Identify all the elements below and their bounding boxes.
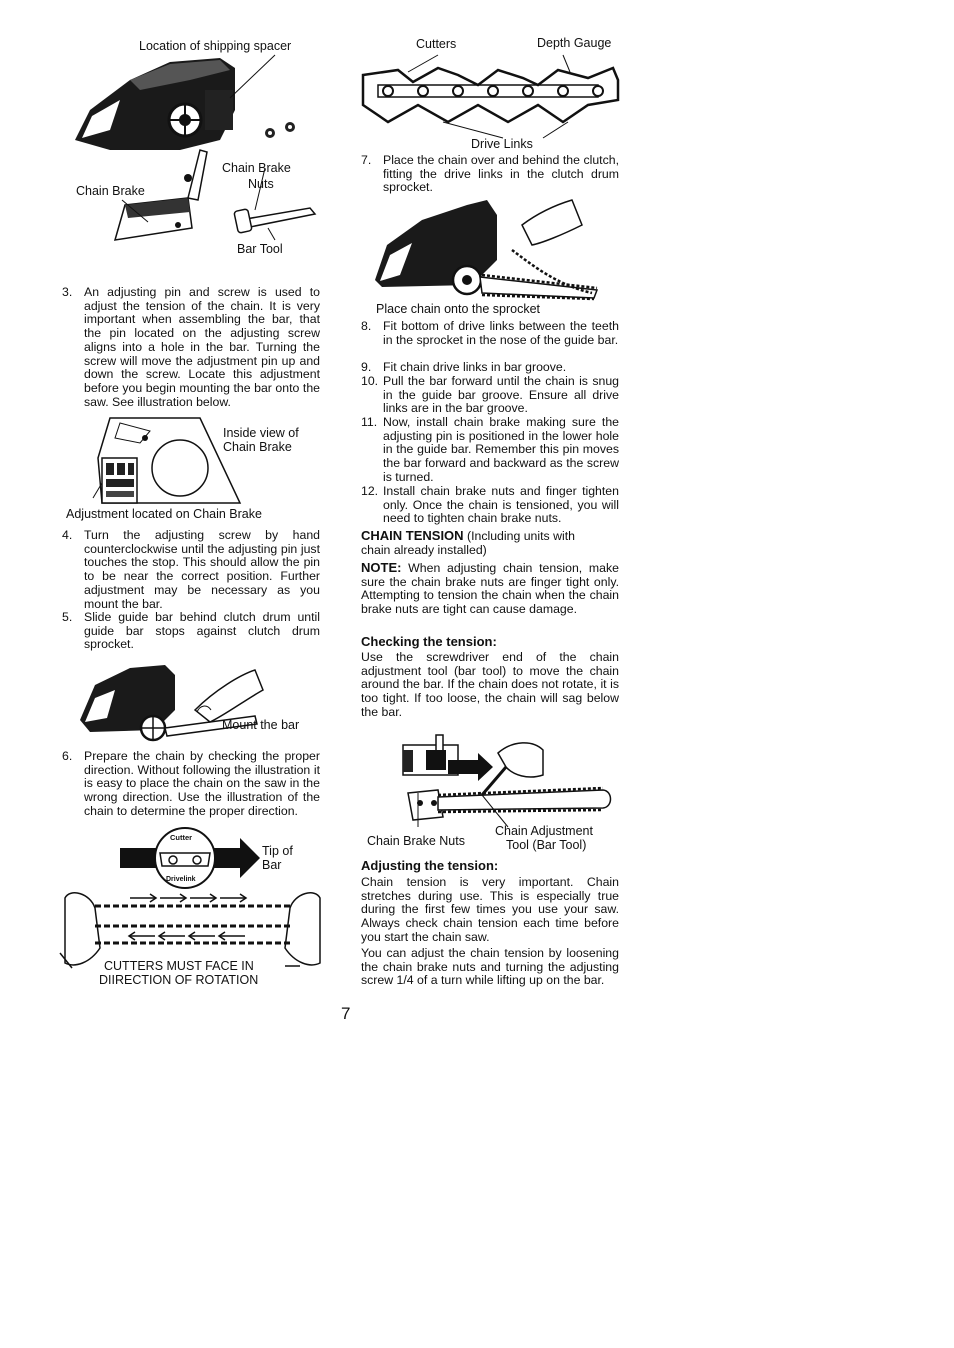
label-adjustment-tool-2: Tool (Bar Tool): [506, 838, 587, 852]
chainsaw-illustration: [70, 50, 320, 260]
step-number: 8.: [361, 319, 372, 333]
checking-text: Use the screwdriver end of the chain adjustment tool (bar tool) to move the chain around the bar. If the chain does not rotate, it is too tight. If too loose, the chain will sag below the bar.: [361, 650, 619, 719]
adjusting-heading: Adjusting the tension:: [361, 858, 499, 873]
label-drivelink: Drivelink: [166, 876, 196, 883]
step-number: 7.: [361, 153, 372, 167]
label-inside-view-1: Inside view of: [223, 426, 299, 440]
note-paragraph: [361, 561, 619, 617]
step-number: 9.: [361, 360, 372, 374]
label-inside-view-2: Chain Brake: [223, 440, 292, 454]
label-tip-of-bar-1: Tip of: [262, 844, 293, 858]
step-number: 12.: [361, 484, 379, 498]
label-shipping-spacer: Location of shipping spacer: [139, 39, 292, 53]
step-number: 4.: [62, 528, 73, 542]
chain-tension-title: CHAIN TENSION: [361, 528, 464, 543]
step-text: Install chain brake nuts and finger tighten only. Once the chain is tensioned, you will need to tighten chain brake nuts.: [383, 484, 619, 526]
label-tip-of-bar-2: Bar: [262, 858, 282, 872]
chain-tension-heading: [361, 528, 575, 544]
caption-cutters-must-face: CUTTERS MUST FACE IN: [104, 959, 254, 973]
caption-place-chain: Place chain onto the sprocket: [376, 302, 540, 316]
step-number: 10.: [361, 374, 379, 388]
adjusting-text-2: You can adjust the chain tension by loosening the chain brake nuts and turning the adjusting screw 1/4 of a turn while lifting up on the bar.: [361, 946, 619, 988]
label-cutters: Cutters: [416, 37, 457, 51]
step-text: Pull the bar forward until the chain is snug in the guide bar groove. Ensure all drive links are in the bar groove.: [383, 374, 619, 416]
step-number: 11.: [361, 415, 378, 429]
label-drive-links: Drive Links: [471, 137, 533, 151]
step-text: Place the chain over and behind the clutch, fitting the drive links in the clutch drum sprocket.: [383, 153, 619, 195]
label-cutter: Cutter: [170, 833, 193, 842]
adjusting-text-1: Chain tension is very important. Chain stretches during use. This is especially true during the first few times you use your saw. Always check chain tension each time before you start the chain saw.: [361, 875, 619, 944]
step-text: An adjusting pin and screw is used to adjust the tension of the chain. It is very important when assembling the bar, that the pin located on the adjusting screw aligns into a hole in the bar. Turning the screw will move the adjustment pin up and down the screw. Locate this adjustment before you begin mounting the bar onto the saw. See illustration below.: [84, 285, 320, 409]
step-text: Prepare the chain by checking the proper direction. Without following the illustration it is easy to place the chain on the saw in the wrong direction. Use the illustration of the chain to determine the proper direction.: [84, 749, 320, 818]
note-text: When adjusting chain tension, make sure the chain brake nuts are finger tight only. Attempting to tension the chain when the chain brake nuts are tight can cause damage.: [361, 561, 619, 617]
step-number: 6.: [62, 749, 73, 763]
step-text: Fit bottom of drive links between the teeth in the sprocket in the nose of the guide bar.: [383, 319, 619, 347]
note-label: NOTE:: [361, 560, 402, 575]
label-bar-tool: Bar Tool: [237, 242, 283, 256]
label-chain-brake-nuts: Chain Brake Nuts: [367, 834, 465, 848]
label-chain-brake-nuts-2: Nuts: [248, 177, 274, 191]
page-number: 7: [341, 1004, 351, 1023]
tension-check-illustration: [398, 735, 613, 835]
sprocket-illustration: [372, 195, 602, 303]
step-text: Fit chain drive links in bar groove.: [383, 360, 567, 374]
label-chain-brake: Chain Brake: [76, 184, 145, 198]
step-text: Slide guide bar behind clutch drum until guide bar stops against clutch drum sprocket.: [84, 610, 320, 652]
label-adjustment-tool-1: Chain Adjustment: [495, 824, 593, 838]
mount-bar-illustration: [75, 660, 265, 745]
label-depth-gauge: Depth Gauge: [537, 36, 612, 50]
checking-heading: Checking the tension:: [361, 634, 497, 649]
step-number: 3.: [62, 285, 73, 299]
step-text: Turn the adjusting screw by hand counterclockwise until the adjusting pin just touches the stop. This should allow the pin to be near the correct position. Further adjustment may be necessary as you mount the bar.: [84, 528, 320, 611]
step-number: 5.: [62, 610, 73, 624]
chain-tension-subtitle-2: chain already installed): [361, 543, 487, 557]
chain-tension-subtitle: (Including units with: [463, 529, 575, 543]
step-text: Now, install chain brake making sure the adjusting pin is positioned in the lower hole in the guide bar. Remember this pin moves the bar forward and backward as the screw is turned.: [383, 415, 619, 484]
caption-adjustment: Adjustment located on Chain Brake: [66, 507, 262, 521]
label-mount-bar: Mount the bar: [222, 718, 300, 732]
label-chain-brake-nuts-1: Chain Brake: [222, 161, 291, 175]
caption-direction-rotation: DIIRECTION OF ROTATION: [99, 973, 259, 987]
chain-links-illustration: [358, 50, 623, 140]
